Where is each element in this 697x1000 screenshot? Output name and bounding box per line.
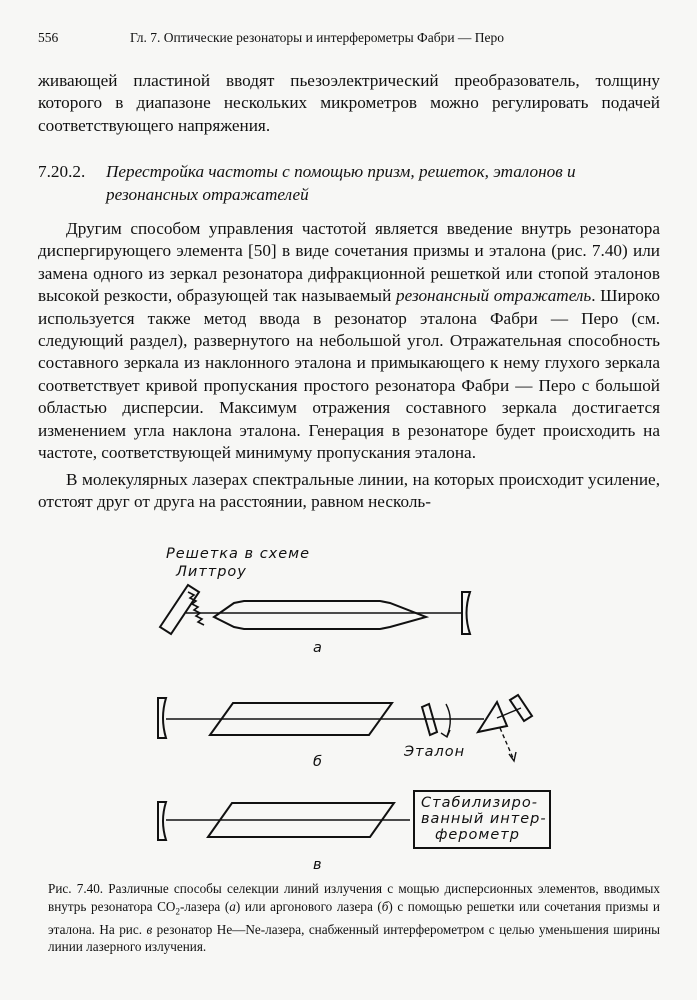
box-label-line1: Стабилизиро-	[421, 795, 538, 811]
paragraph-2-end: . Широко используется также метод ввода в резонатор эталона Фабри — Перо (см. следующий раздел), развернутого на небольшой угол. Отражательная способность составного зеркала из наклонного эталона и примыкающего к нему глухого зеркала соответствует кривой пропускания простого резонатора Фабри — Перо с большой областью дисперсии. Максимум отражения составного зеркала достигается изменением угла наклона эталона. Генерация в резонаторе будет происходить на частоте, соответствующей минимуму пропускания эталона.	[38, 286, 660, 463]
littrow-grating	[160, 585, 199, 634]
page-number: 556	[38, 30, 59, 45]
page-content	[38, 30, 660, 513]
caption-text-1: Рис. 7.40. Различные способы селекции линий излучения с мощью дисперсионных элементов, вводимых внутрь резонатора CO	[48, 881, 660, 914]
section-title: Перестройка частоты с помощью призм, решеток, эталонов и резонансных отражателей	[106, 162, 576, 204]
output-beam	[500, 728, 513, 758]
caption-text-2: -лазера (	[179, 898, 230, 914]
diagram-b	[158, 695, 532, 761]
term-resonant-reflector: резонансный отражатель	[395, 286, 592, 306]
mirror-v	[158, 802, 166, 840]
label-b: б	[313, 754, 323, 770]
label-grating-line1: Решетка в схеме	[166, 546, 311, 562]
paragraph-2-start: Другим способом управления частотой является введение внутрь резонатора диспергирующего элемента [50] в виде сочетания призмы и эталона (рис. 7.40) или замена одного из зеркал резонатора дифракционной решеткой или стопой эталонов высокой резкости, образующей так называемый	[38, 219, 660, 306]
figure-caption	[48, 880, 660, 956]
caption-text-5: резонатор He—Ne-лазера, снабженный интерферометром с целью уменьшения ширины линии лазерного излучения.	[48, 921, 660, 955]
paragraph-3	[38, 469, 660, 514]
label-grating-line2: Литтроу	[176, 564, 247, 580]
mirror-b	[158, 698, 166, 738]
label-v: в	[313, 857, 323, 873]
caption-text-3: ) или аргонового лазера (	[235, 898, 382, 914]
caption-text-4: ) с помощью решетки или сочетания призмы и эталона. На рис.	[48, 898, 660, 937]
laser-tube-a	[214, 601, 426, 629]
prism	[478, 702, 507, 732]
diagram-a	[160, 585, 470, 634]
page-header	[38, 30, 660, 52]
caption-ref-v: в	[146, 921, 153, 937]
figure-drawing	[0, 540, 697, 880]
label-etalon: Эталон	[404, 744, 466, 760]
paragraph-2	[38, 218, 660, 464]
mirror-a	[462, 592, 470, 634]
running-title: Гл. 7. Оптические резонаторы и интерферометры Фабри — Перо	[130, 30, 505, 45]
caption-subscript: 2	[175, 906, 180, 917]
section-number: 7.20.2.	[38, 162, 86, 182]
section-heading	[38, 161, 660, 206]
figure-7-40	[0, 540, 697, 880]
box-label-line3: ферометр	[435, 827, 520, 843]
label-a: а	[313, 640, 323, 656]
caption-ref-a: а	[229, 898, 236, 914]
box-label-line2: ванный интер-	[421, 811, 547, 827]
caption-ref-b: б	[381, 898, 389, 914]
paragraph-1: живающей пластиной вводят пьезоэлектрический преобразователь, толщину которого в диапазоне нескольких микрометров можно регулировать подачей соответствующего напряжения.	[38, 71, 660, 135]
paragraph-3-text: В молекулярных лазерах спектральные линии, на которых происходит усиление, отстоят друг от друга на расстоянии, равном несколь-	[38, 469, 660, 511]
